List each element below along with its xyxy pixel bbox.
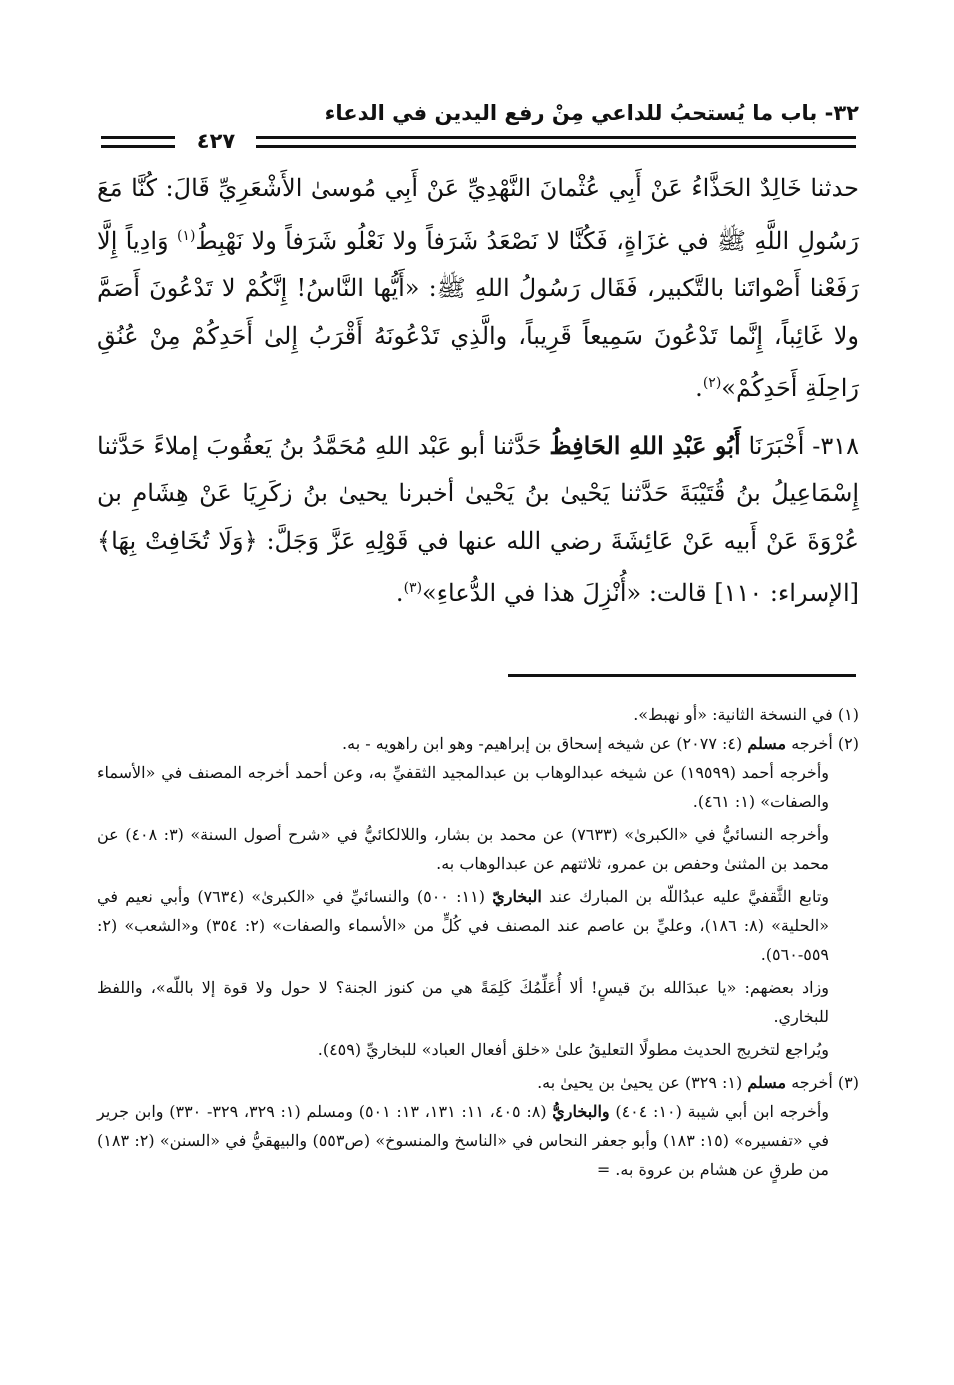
- chapter-title: ٣٢- باب ما يُستحبُ للداعي مِنْ رفع اليدين في الدعاء: [324, 101, 859, 125]
- footnote-2: (٢) أخرجه مسلم (٤: ٢٠٧٧) عن شيخه إسحاق بن إبراهيم- وهو ابن راهويه - به.: [342, 734, 859, 753]
- hadith-317-continuation: [97, 165, 859, 413]
- header-rule: [256, 145, 856, 148]
- full-stop: .: [695, 374, 703, 402]
- text-line: لا تَدْعُونَ أَصَمَّ ولا غَائِباً، إِنَّما تَدْعُونَ سَمِيعاً قَرِيباً، والَّذِي تَدْعُونَهُ أَقْرَبُ إِلىٰ: [97, 274, 859, 350]
- header-rule: [101, 145, 175, 148]
- footnote-2-paragraph: وأخرجه النسائيُّ في «الكبرىٰ» (٧٦٣٣) عن محمد بن بشار، واللالكائيُّ في «شرح أصول السنة» (٣: ٤٠٨) عن محمد بن المثنىٰ وحفص بن عمرو، ثلاثتهم عن عبدالوهاب به.: [97, 825, 829, 873]
- page-number: ٤٢٧: [196, 129, 236, 153]
- footnotes: [97, 700, 859, 1184]
- footnote-separator: [508, 674, 856, 677]
- hadith-318: [97, 422, 859, 618]
- footnote-marker-3: (٣): [403, 580, 423, 596]
- hadith-text: حَدَّثنا أبو عَبْد اللهِ مُحَمَّدُ بنُ يَعقُوبَ إملاءً حَدَّثنا إِسْمَاعِيلُ بنُ قُتَيْبَةَ حَدَّثنا يَحْيىٰ بنُ يَحْيىٰ أخبرنا يحيىٰ بنُ زكَرِيَا عَنْ هِشَامِ بن عُرْوَةَ عَنْ أَبيه عَنْ عَائِشَةَ رضي الله عنها في قَوْلِهِ عَزَّ وَجَلَّ: ﴿وَلَا تُخَافِتْ بِهَا﴾ [الإسراء: ١١٠] قالت: «أُنْزِلَ هذا في الدُّعاءِ»: [97, 431, 860, 607]
- full-stop: .: [395, 579, 404, 607]
- text-line: حدثنا خَالِدٌ الحَذَّاءُ عَنْ أَبِي عُثْمانَ النَّهْدِيِّ عَنْ أَبِي مُوسىٰ الأَشْعَرِيِّ قَالَ: كُنَّا: [131, 174, 859, 202]
- footnote-2-paragraph: وزاد بعضهم: «يا عبدَالله بنَ قيسٍ! ألا أُعَلِّمُكَ كَلِمَةً هي من كنوز الجنة؟ لا حول ولا قوة إلا باللّه»، واللفظ للبخاري.: [97, 978, 830, 1026]
- footnote-marker-1: (١): [176, 227, 196, 244]
- header-rule: [256, 136, 856, 139]
- narrator-name: أَبُو عَبْدِ اللهِ الحَافِظُ: [549, 430, 741, 460]
- footnote-2-paragraph: وأخرجه أحمد (١٩٥٩٩) عن شيخه عبدالوهاب بن عبدالمجيد الثقفيِّ به، وعن أحمد أخرجه المصنف في «الأسماء والصفات» (١: ٤٦١).: [97, 763, 829, 811]
- footnote-1: (١) في النسخة الثانية: «أو نهبط».: [633, 705, 859, 724]
- footnote-3-paragraph: وأخرجه ابن أبي شيبة (١٠: ٤٠٤) والبخاريُّ (٨: ٤٠٥، ١١: ١٣١، ١٣: ٥٠١) ومسلم (١: ٣٢٩، ٣٢٩- ٣٣٠) وابن جرير في «تفسيره» (١٥: ١٨٣) وأبو جعفر النحاس في «الناسخ والمنسوخ» (ص٥٥٣) والبيهقيُّ في «السنن» (٢: ١٨٣) من طرقٍ عن هشام بن عروة به. =: [97, 1102, 830, 1179]
- header-rule: [101, 136, 175, 139]
- text-line: وَادِياً إِلَّا رَفَعْنا أَصْواتَنا بالتَّكبير، فَقَال رَسُولُ اللهِ ﷺ: «أَيُّها النَّاسُ! إِنَّكُمْ: [97, 226, 859, 302]
- text-line: مَعَ رَسُولِ اللَّهِ ﷺ في غزَاةٍ، فَكُنَّا لا نَصْعَدُ شَرَفاً ولا نَعْلُو شَرَفاً ولا نَهْبِطُ: [97, 174, 859, 255]
- footnote-3: (٣) أخرجه مسلم (١: ٣٢٩) عن يحيىٰ بن يحيىٰ به.: [537, 1073, 859, 1092]
- footnote-2-paragraph: ويُراجع لتخريج الحديث مطولًا التعليقُ علىٰ «خلق أفعال العباد» للبخاريِّ (٤٥٩).: [317, 1040, 829, 1059]
- text-line: أَحَدِكُمْ مِنْ عُنُقِ رَاحِلَةِ أَحَدِكُمْ»: [97, 321, 859, 402]
- footnote-marker-2: (٢): [702, 375, 722, 391]
- main-text: [97, 165, 859, 618]
- footnote-2-paragraph: وتابع الثَّقفيَّ عليه عبدُاللّه بن المبارك عند البخاريّ (١١: ٥٠٠) والنسائيِّ في «الكبرىٰ» (٧٦٣٤) وأبي نعيم في «الحلية» (٨: ١٨٦)، وعليِّ بن عاصم عند المصنف في كُلٍّ من «الأسماء والصفات» (٢: ٣٥٤) و«الشعب» (٢: ٥٥٩-٥٦٠).: [97, 887, 830, 964]
- hadith-number: ٣١٨- أَخْبَرَنَا: [740, 431, 860, 460]
